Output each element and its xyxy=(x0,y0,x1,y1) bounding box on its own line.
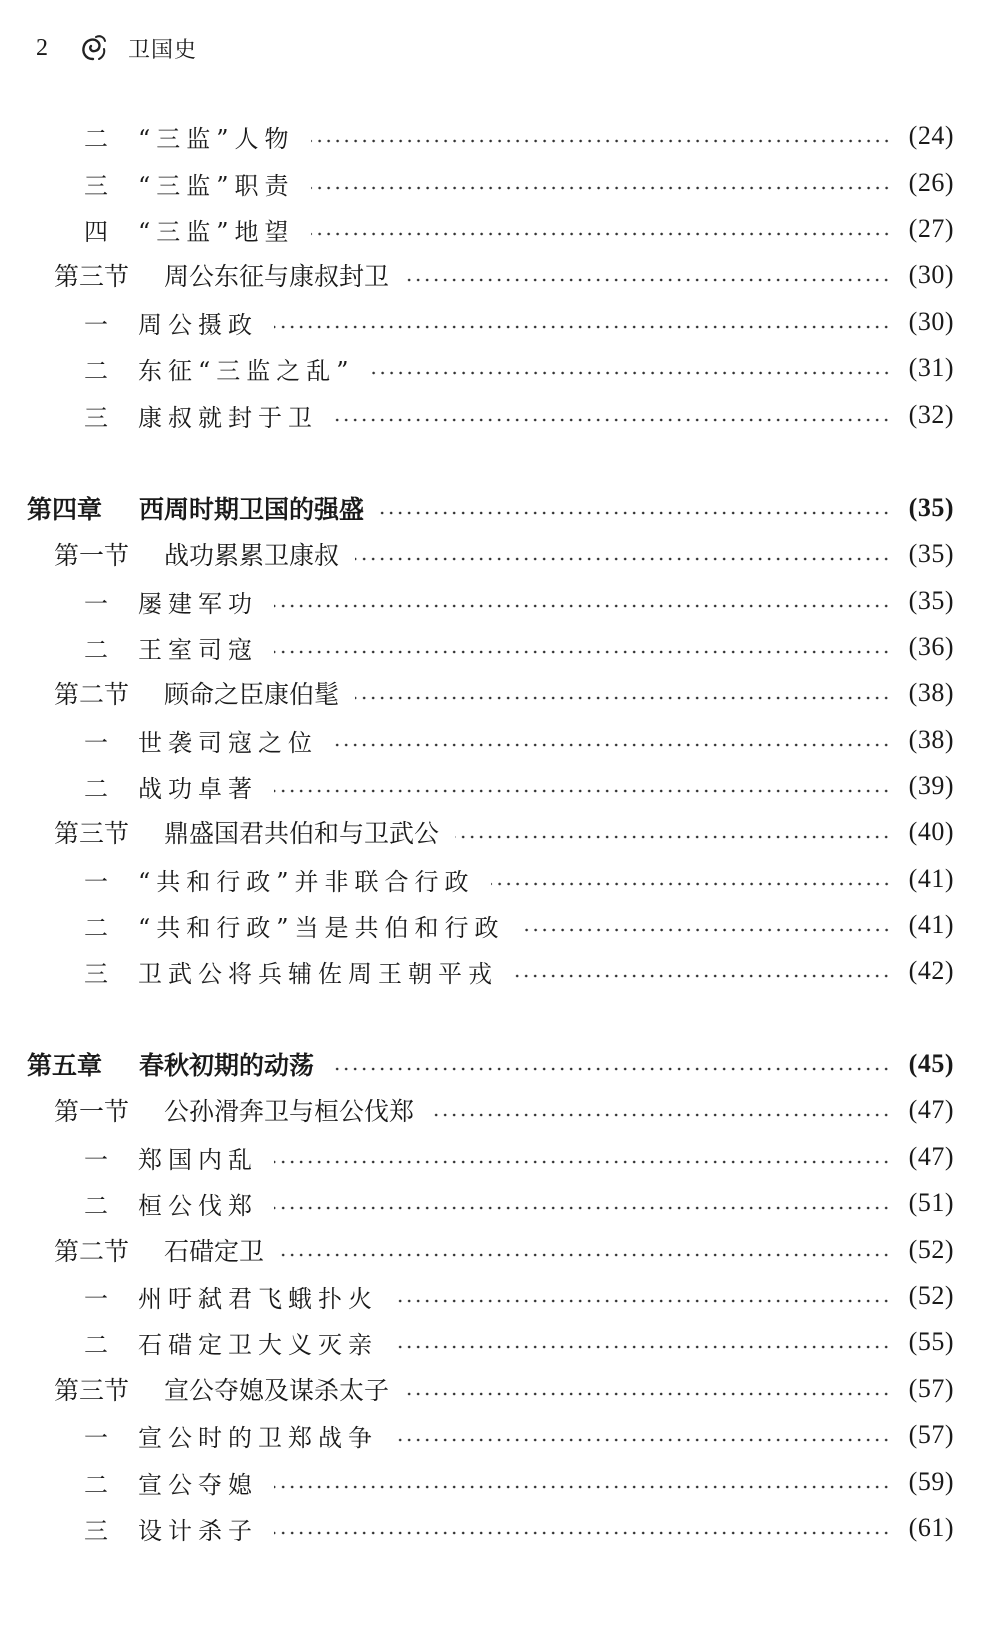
entry-number: 二 xyxy=(84,356,114,385)
dot-leader xyxy=(430,1113,891,1117)
dot-leader xyxy=(394,1299,891,1303)
entry-number: 第五章 xyxy=(27,1051,103,1080)
entry-page: (59) xyxy=(908,1467,954,1496)
dot-leader xyxy=(521,928,891,932)
entry-title: 战功累累卫康叔 xyxy=(164,541,340,570)
toc-entry-item[interactable] xyxy=(84,302,954,342)
entry-page: (30) xyxy=(908,260,954,289)
entry-page: (51) xyxy=(908,1188,954,1217)
entry-title: 王室司寇 xyxy=(138,635,258,664)
entry-number: 一 xyxy=(84,1423,114,1452)
dot-leader xyxy=(405,278,891,282)
entry-title: “三监”人物 xyxy=(138,124,295,153)
entry-page: (31) xyxy=(908,353,954,382)
toc-entry-item[interactable] xyxy=(84,905,954,945)
entry-page: (35) xyxy=(908,493,954,522)
entry-number: 二 xyxy=(84,913,114,942)
entry-title: 公孙滑奔卫与桓公伐郑 xyxy=(164,1097,415,1126)
entry-title: 桓公伐郑 xyxy=(138,1191,258,1220)
dot-leader xyxy=(355,696,891,700)
entry-title: 西周时期卫国的强盛 xyxy=(139,495,365,524)
dot-leader xyxy=(514,974,891,978)
toc-entry-item[interactable] xyxy=(84,1322,954,1362)
entry-number: 第四章 xyxy=(27,495,103,524)
dot-leader xyxy=(491,882,891,886)
entry-page: (27) xyxy=(908,214,954,243)
toc-entry-item[interactable] xyxy=(84,720,954,760)
entry-page: (41) xyxy=(908,910,954,939)
entry-title: 设计杀子 xyxy=(138,1516,258,1545)
toc-entry-section[interactable] xyxy=(54,1369,954,1409)
dot-leader xyxy=(274,1206,891,1210)
entry-page: (39) xyxy=(908,771,954,800)
entry-title: 春秋初期的动荡 xyxy=(139,1051,315,1080)
entry-page: (36) xyxy=(908,632,954,661)
toc-entry-item[interactable] xyxy=(84,1462,954,1502)
entry-page: (52) xyxy=(908,1235,954,1264)
entry-page: (24) xyxy=(908,121,954,150)
toc-entry-item[interactable] xyxy=(84,627,954,667)
entry-title: 康叔就封于卫 xyxy=(138,403,318,432)
toc-entry-item[interactable] xyxy=(84,209,954,249)
entry-number: 二 xyxy=(84,124,114,153)
entry-title: 州吁弑君飞蛾扑火 xyxy=(138,1284,378,1313)
dot-leader xyxy=(380,511,891,515)
dot-leader xyxy=(274,789,891,793)
entry-number: 二 xyxy=(84,635,114,664)
toc-entry-item[interactable] xyxy=(84,859,954,899)
entry-number: 二 xyxy=(84,1470,114,1499)
swirl-logo-icon xyxy=(78,33,108,63)
entry-page: (57) xyxy=(908,1420,954,1449)
entry-title: 周公东征与康叔封卫 xyxy=(164,262,390,291)
entry-title: 宣公夺媳及谋杀太子 xyxy=(164,1376,390,1405)
entry-number: 三 xyxy=(84,959,114,988)
toc-entry-section[interactable] xyxy=(54,1230,954,1270)
toc-entry-section[interactable] xyxy=(54,673,954,713)
entry-number: 一 xyxy=(84,310,114,339)
entry-title: 世袭司寇之位 xyxy=(138,728,318,757)
entry-number: 第三节 xyxy=(54,1376,130,1405)
entry-number: 第一节 xyxy=(54,541,130,570)
dot-leader xyxy=(274,650,891,654)
entry-number: 一 xyxy=(84,728,114,757)
entry-title: 屡建军功 xyxy=(138,589,258,618)
dot-leader xyxy=(274,1160,891,1164)
entry-number: 第三节 xyxy=(54,262,130,291)
toc-entry-chapter[interactable] xyxy=(27,488,954,528)
entry-number: 一 xyxy=(84,867,114,896)
entry-page: (38) xyxy=(908,678,954,707)
entry-page: (61) xyxy=(908,1513,954,1542)
toc-entry-item[interactable] xyxy=(84,1183,954,1223)
entry-title: “共和行政”当是共伯和行政 xyxy=(138,913,505,942)
toc-entry-section[interactable] xyxy=(54,1090,954,1130)
entry-title: 石碏定卫 xyxy=(164,1237,265,1266)
entry-title: “三监”地望 xyxy=(138,217,295,246)
toc-entry-item[interactable] xyxy=(84,116,954,156)
dot-leader xyxy=(394,1345,891,1349)
toc-entry-item[interactable] xyxy=(84,395,954,435)
toc-entry-item[interactable] xyxy=(84,348,954,388)
entry-page: (38) xyxy=(908,725,954,754)
entry-title: “共和行政”并非联合行政 xyxy=(138,867,475,896)
dot-leader xyxy=(311,232,891,236)
entry-number: 四 xyxy=(84,217,114,246)
page-number: 2 xyxy=(36,34,48,61)
dot-leader xyxy=(330,1067,891,1071)
dot-leader xyxy=(455,835,891,839)
entry-number: 第三节 xyxy=(54,819,130,848)
entry-page: (40) xyxy=(908,817,954,846)
toc-entry-section[interactable] xyxy=(54,255,954,295)
toc-entry-item[interactable] xyxy=(84,951,954,991)
dot-leader xyxy=(371,371,891,375)
dot-leader xyxy=(274,604,891,608)
dot-leader xyxy=(274,325,891,329)
entry-page: (35) xyxy=(908,586,954,615)
entry-title: 战功卓著 xyxy=(138,774,258,803)
dot-leader xyxy=(280,1253,891,1257)
entry-title: 宣公时的卫郑战争 xyxy=(138,1423,378,1452)
entry-title: “三监”职责 xyxy=(138,171,295,200)
dot-leader xyxy=(394,1438,891,1442)
entry-number: 二 xyxy=(84,1330,114,1359)
entry-title: 东征“三监之乱” xyxy=(138,356,355,385)
entry-title: 鼎盛国君共伯和与卫武公 xyxy=(164,819,440,848)
entry-page: (45) xyxy=(908,1049,954,1078)
toc-entry-section[interactable] xyxy=(54,534,954,574)
entry-page: (57) xyxy=(908,1374,954,1403)
entry-title: 石碏定卫大义灭亲 xyxy=(138,1330,378,1359)
entry-page: (42) xyxy=(908,956,954,985)
entry-page: (30) xyxy=(908,307,954,336)
toc-entry-item[interactable] xyxy=(84,1276,954,1316)
entry-page: (47) xyxy=(908,1142,954,1171)
dot-leader xyxy=(274,1531,891,1535)
entry-page: (32) xyxy=(908,400,954,429)
entry-page: (52) xyxy=(908,1281,954,1310)
book-title: 卫国史 xyxy=(128,37,198,63)
entry-number: 二 xyxy=(84,774,114,803)
toc-entry-item[interactable] xyxy=(84,766,954,806)
toc-entry-section[interactable] xyxy=(54,812,954,852)
dot-leader xyxy=(334,418,891,422)
entry-title: 宣公夺媳 xyxy=(138,1470,258,1499)
toc-entry-chapter[interactable] xyxy=(27,1044,954,1084)
entry-number: 二 xyxy=(84,1191,114,1220)
toc-entry-item[interactable] xyxy=(84,1508,954,1548)
entry-number: 一 xyxy=(84,1284,114,1313)
entry-page: (47) xyxy=(908,1095,954,1124)
dot-leader xyxy=(311,186,891,190)
entry-number: 第二节 xyxy=(54,1237,130,1266)
dot-leader xyxy=(355,557,891,561)
entry-title: 周公摄政 xyxy=(138,310,258,339)
dot-leader xyxy=(274,1485,891,1489)
entry-number: 第一节 xyxy=(54,1097,130,1126)
dot-leader xyxy=(311,139,891,143)
dot-leader xyxy=(334,743,891,747)
entry-title: 顾命之臣康伯髦 xyxy=(164,680,340,709)
entry-page: (35) xyxy=(908,539,954,568)
toc-entry-item[interactable] xyxy=(84,1137,954,1177)
entry-title: 卫武公将兵辅佐周王朝平戎 xyxy=(138,959,498,988)
toc-entry-item[interactable] xyxy=(84,581,954,621)
entry-number: 三 xyxy=(84,403,114,432)
running-header xyxy=(36,28,197,68)
toc-entry-item[interactable] xyxy=(84,163,954,203)
entry-title: 郑国内乱 xyxy=(138,1145,258,1174)
toc-entry-item[interactable] xyxy=(84,1415,954,1455)
entry-page: (41) xyxy=(908,864,954,893)
entry-number: 一 xyxy=(84,1145,114,1174)
entry-page: (55) xyxy=(908,1327,954,1356)
entry-page: (26) xyxy=(908,168,954,197)
entry-number: 第二节 xyxy=(54,680,130,709)
dot-leader xyxy=(405,1392,891,1396)
entry-number: 三 xyxy=(84,1516,114,1545)
entry-number: 一 xyxy=(84,589,114,618)
entry-number: 三 xyxy=(84,171,114,200)
